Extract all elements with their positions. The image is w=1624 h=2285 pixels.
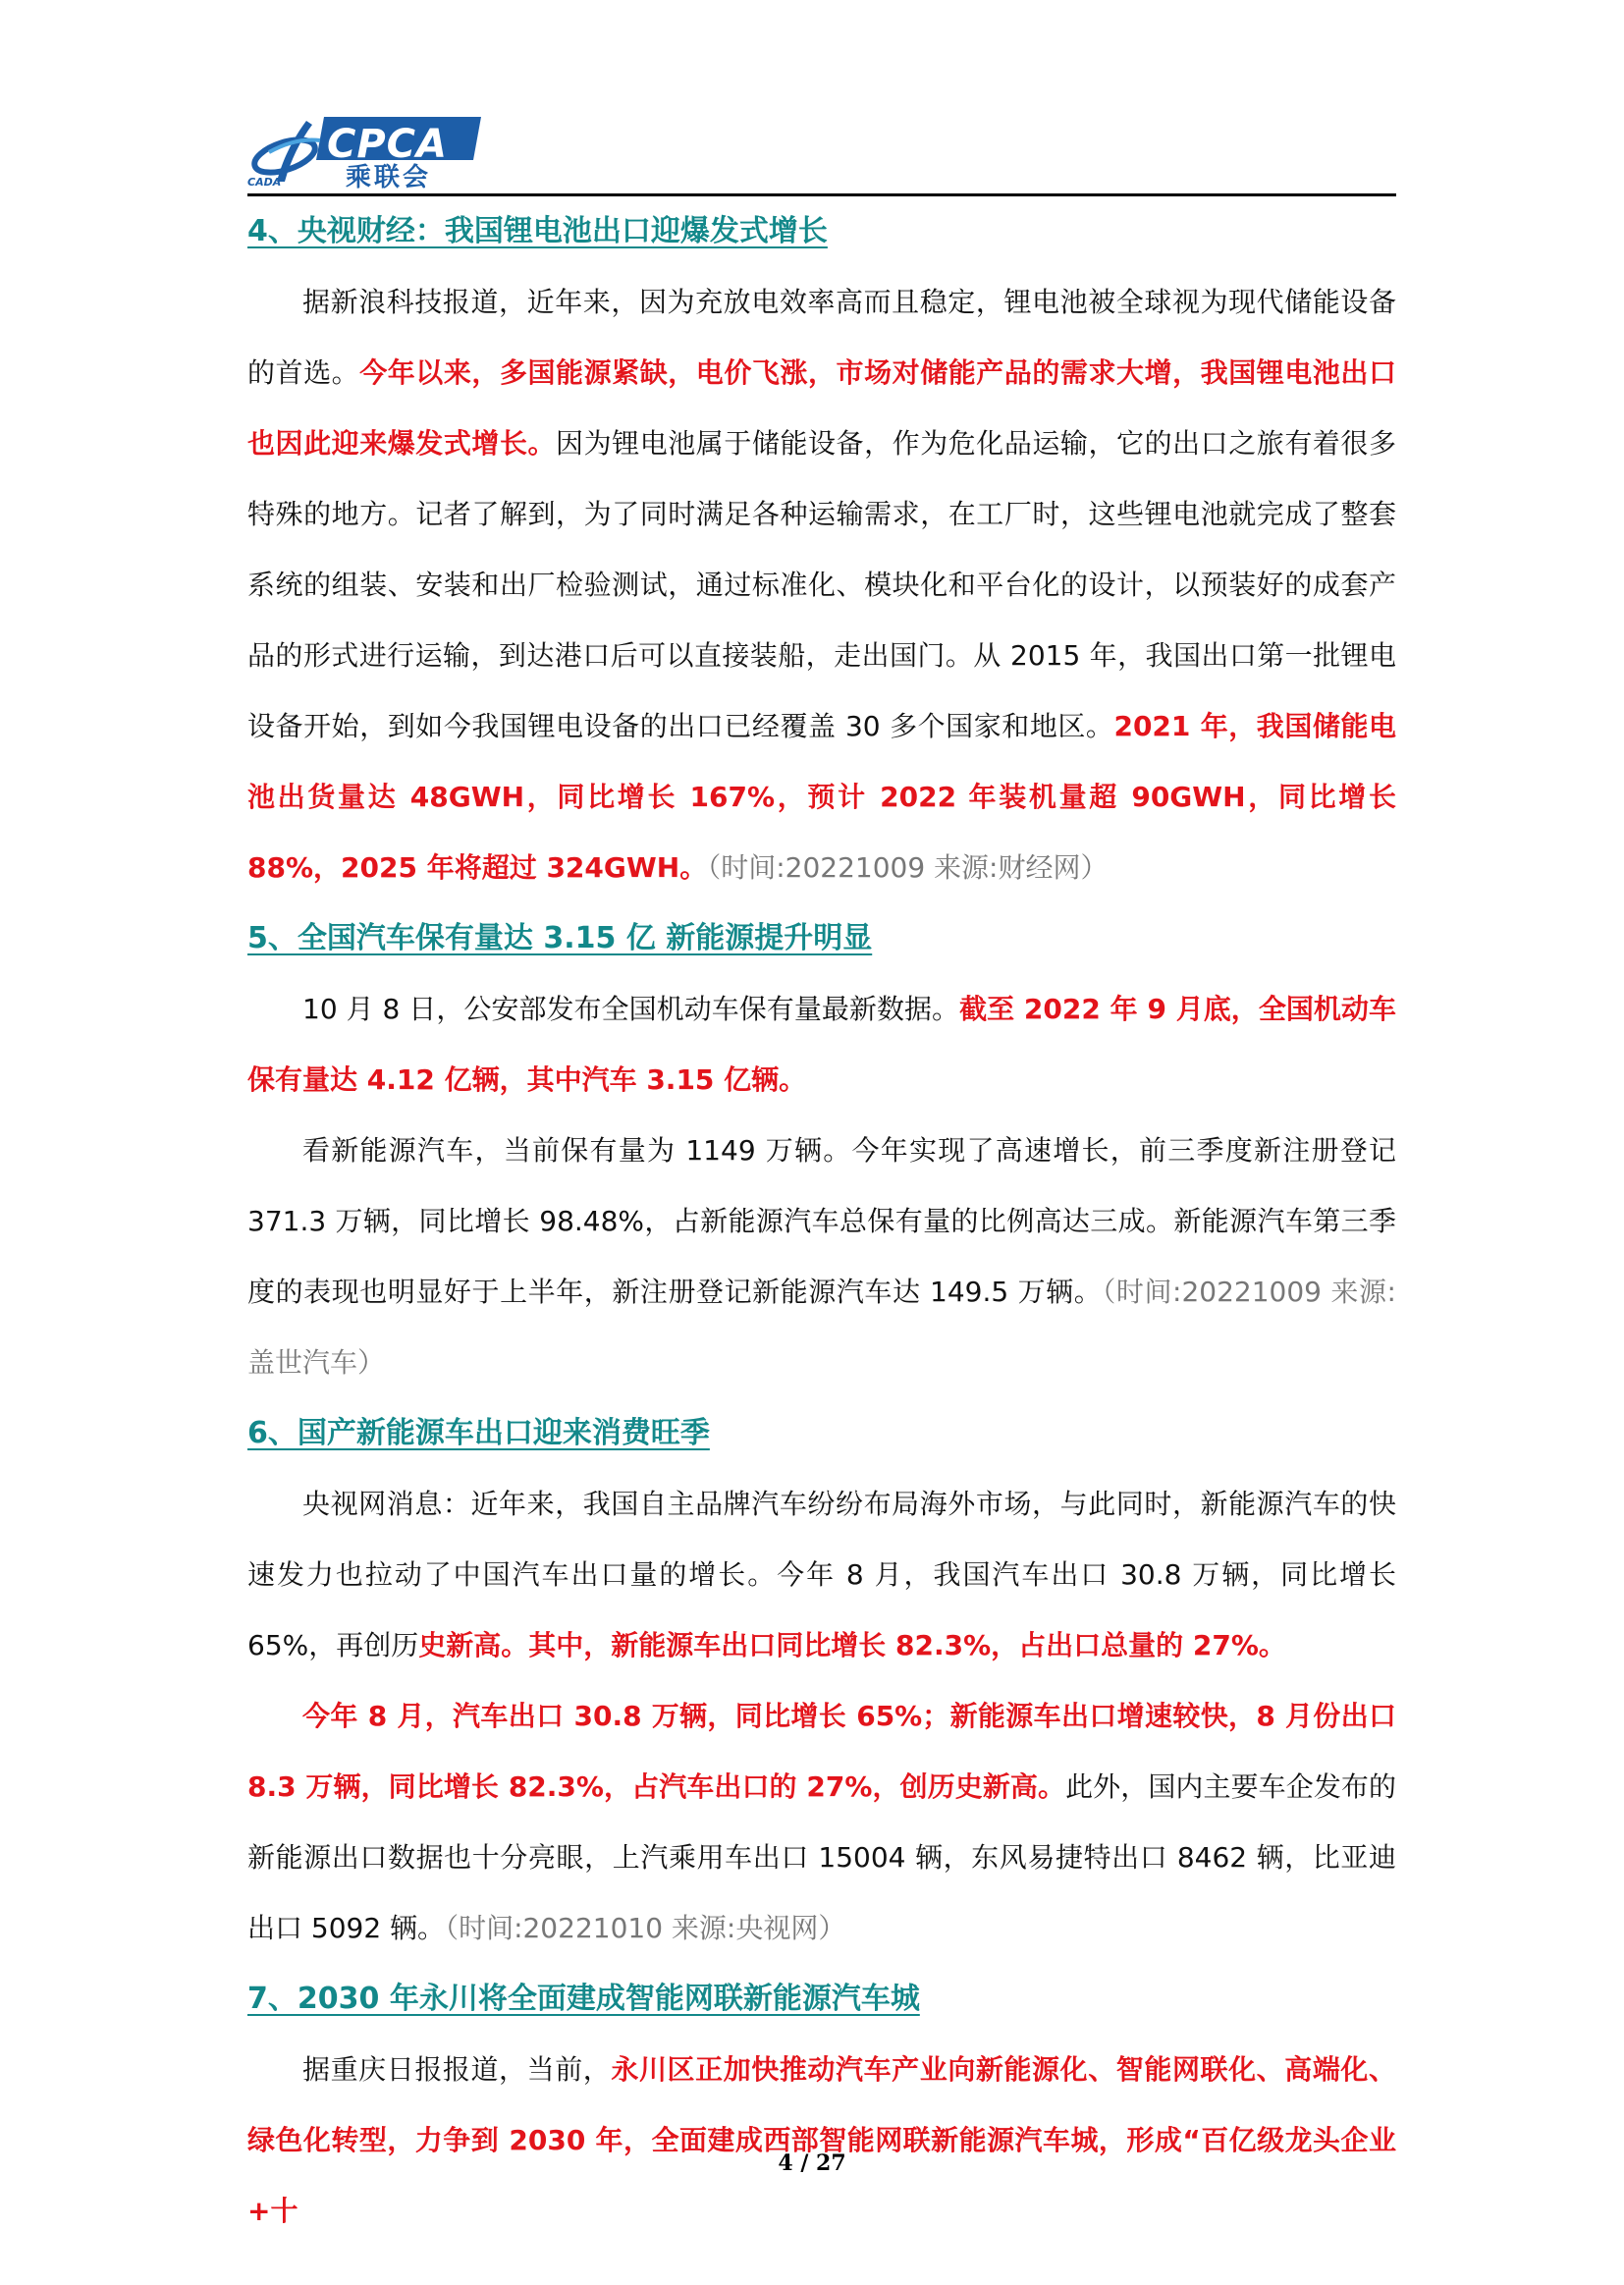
body-text: 此外，国内主要车企发布的新能源出口数据也十分亮眼，上汽乘用车出口 15004 辆，东风易捷特出口 8462 辆，比亚迪出口 5092 辆。 <box>247 1770 1396 1944</box>
section-title <box>247 1398 1396 1469</box>
body-text: 央视网消息：近年来，我国自主品牌汽车纷纷布局海外市场，与此同时，新能源汽车的快速发力也拉动了中国汽车出口量的增长。今年 8 月，我国汽车出口 30.8 万辆，同比增长 65%，再创历 <box>247 1488 1396 1661</box>
body-text: 看新能源汽车，当前保有量为 1149 万辆。今年实现了高速增长，前三季度新注册登记 371.3 万辆，同比增长 98.48%，占新能源汽车总保有量的比例高达三成。新能源汽车第三季度的表现也明显好于上半年，新注册登记新能源汽车达 149.5 万辆。 <box>247 1134 1396 1308</box>
body-text: 据重庆日报报道，当前， <box>302 2053 612 2086</box>
paragraph <box>247 1469 1396 1681</box>
paragraph <box>247 2035 1396 2247</box>
highlight-text: 2021 年，我国储能电池出货量达 48GWH，同比增长 167%，预计 2022 年装机量超 90GWH，同比增长 88%，2025 年将超过 324GWH。 <box>247 710 1396 884</box>
paragraph <box>247 1115 1396 1398</box>
page-number: 4 / 27 <box>778 2150 846 2176</box>
body-text: 10 月 8 日，公安部发布全国机动车保有量最新数据。 <box>302 993 960 1025</box>
highlight-text: 今年以来，多国能源紧缺，电价飞涨，市场对储能产品的需求大增，我国锂电池出口也因此迎来爆发式增长。 <box>247 356 1396 460</box>
highlight-text: 永川区正加快推动汽车产业向新能源化、智能网联化、高端化、绿色化转型，力争到 2030 年，全面建成西部智能网联新能源汽车城，形成“百亿级龙头企业+十 <box>247 2053 1396 2227</box>
section-title-text: 5、全国汽车保有量达 3.15 亿 新能源提升明显 <box>247 921 873 955</box>
highlight-text: 史新高。其中，新能源车出口同比增长 82.3%，占出口总量的 27%。 <box>418 1629 1286 1661</box>
section-title <box>247 196 1396 267</box>
paragraph <box>247 1681 1396 1964</box>
highlight-text: 今年 8 月，汽车出口 30.8 万辆，同比增长 65%；新能源车出口增速较快，8 月份出口 8.3 万辆，同比增长 82.3%，占汽车出口的 27%，创历史新高。 <box>247 1700 1396 1803</box>
logo-text: CPCA <box>327 122 448 167</box>
section-title <box>247 903 1396 974</box>
source-meta: （时间:20221009 来源:盖世汽车） <box>247 1276 1396 1379</box>
section-title-text: 4、央视财经：我国锂电池出口迎爆发式增长 <box>247 214 828 248</box>
body-text: 据新浪科技报道，近年来，因为充放电效率高而且稳定，锂电池被全球视为现代储能设备的首选。 <box>247 286 1396 389</box>
article-content <box>247 196 1396 2247</box>
paragraph <box>247 267 1396 903</box>
source-meta: （时间:20221010 来源:央视网） <box>445 1912 846 1944</box>
paragraph <box>247 974 1396 1115</box>
logo-subtitle: 乘联会 <box>346 163 432 192</box>
body-text: 因为锂电池属于储能设备，作为危化品运输，它的出口之旅有着很多特殊的地方。记者了解到，为了同时满足各种运输需求，在工厂时，这些锂电池就完成了整套系统的组装、安装和出厂检验测试，通过标准化、模块化和平台化的设计，以预装好的成套产品的形式进行运输，到达港口后可以直接装船，走出国门。从 2015 年，我国出口第一批锂电设备开始，到如今我国锂电设备的出口已经覆盖 30 多个国家和地区。 <box>247 427 1396 742</box>
source-meta: （时间:20221009 来源:财经网） <box>707 851 1109 884</box>
section-title <box>247 1964 1396 2035</box>
page-header <box>247 113 1396 201</box>
section-title-text: 7、2030 年永川将全面建成智能网联新能源汽车城 <box>247 1982 920 2016</box>
logo-en-text: CADA <box>247 176 282 189</box>
section-title-text: 6、国产新能源车出口迎来消费旺季 <box>247 1416 710 1450</box>
highlight-text: 截至 2022 年 9 月底，全国机动车保有量达 4.12 亿辆，其中汽车 3.15 亿辆。 <box>247 993 1396 1096</box>
